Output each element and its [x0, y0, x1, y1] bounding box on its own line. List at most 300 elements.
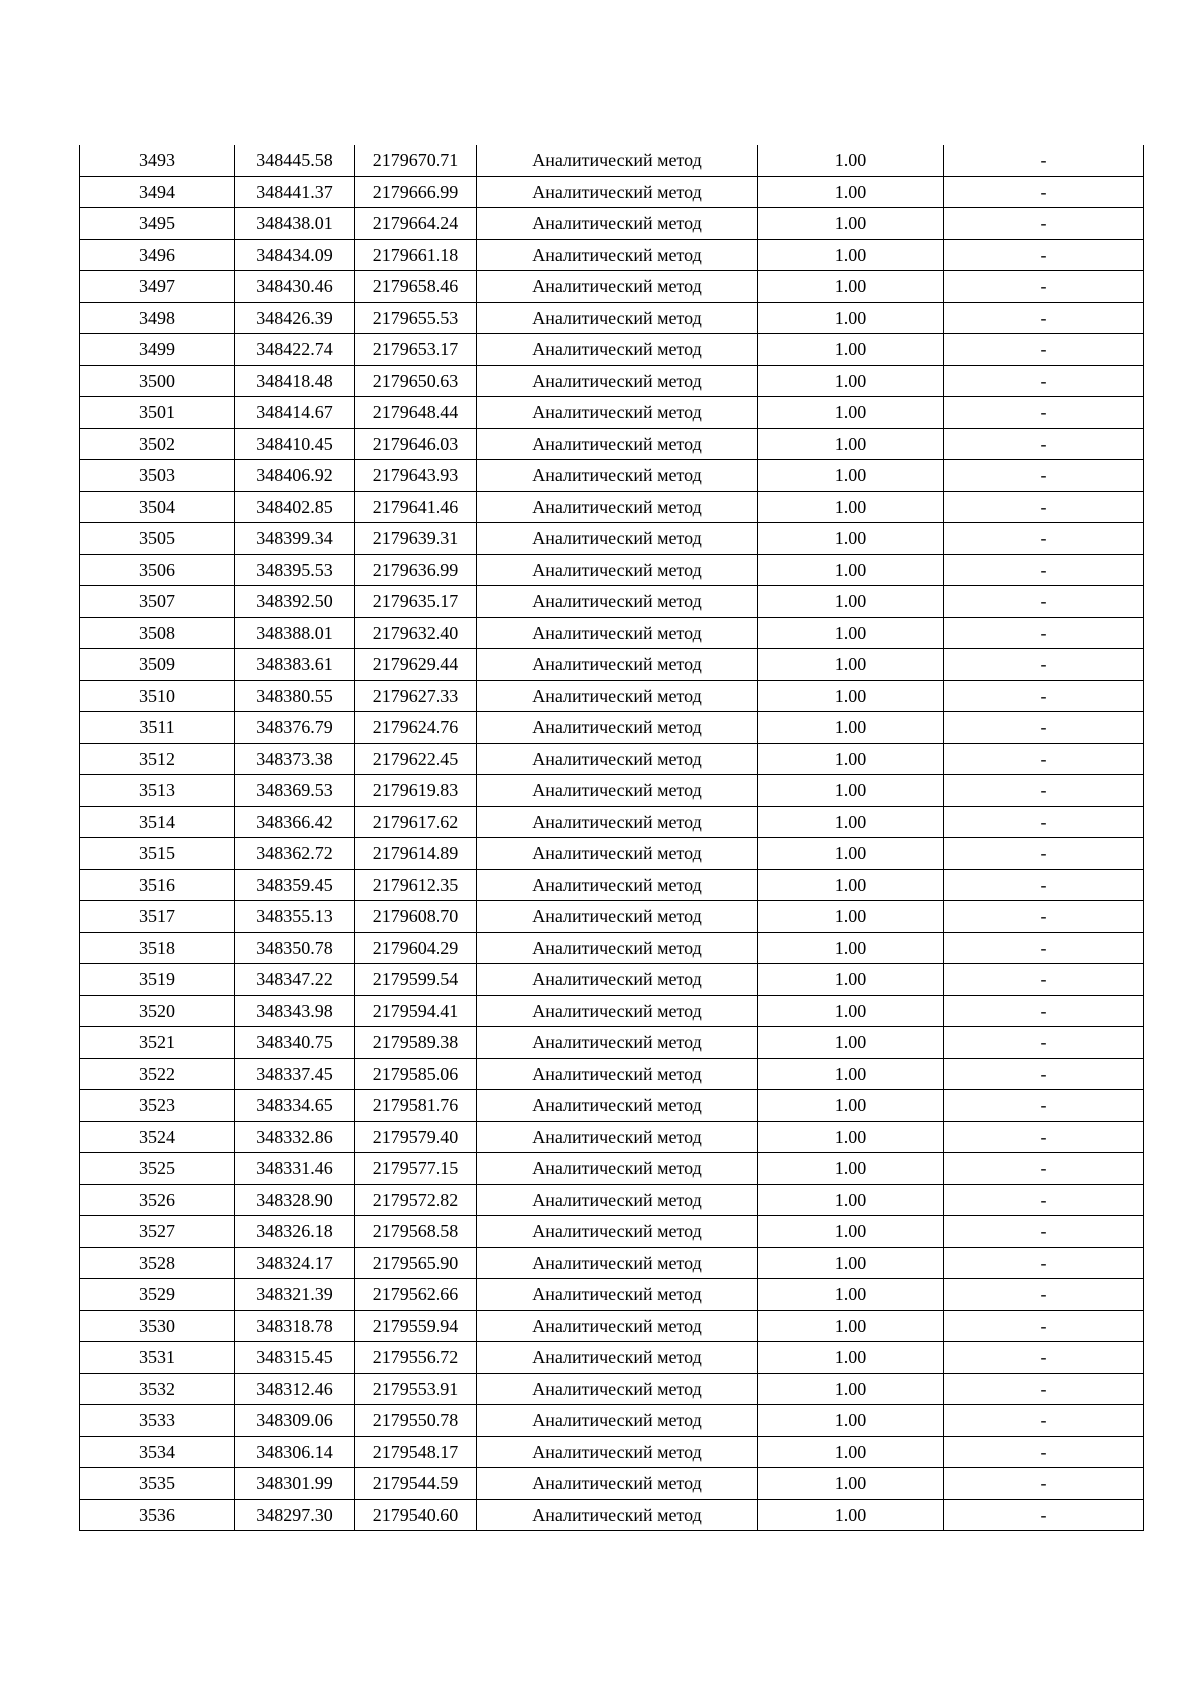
precision-cell: 1.00: [758, 1468, 944, 1500]
x-coordinate-cell: 348306.14: [235, 1436, 355, 1468]
method-cell: Аналитический метод: [477, 806, 758, 838]
y-coordinate-cell: 2179655.53: [355, 302, 477, 334]
precision-cell: 1.00: [758, 523, 944, 555]
method-cell: Аналитический метод: [477, 239, 758, 271]
y-coordinate-cell: 2179632.40: [355, 617, 477, 649]
x-coordinate-cell: 348392.50: [235, 586, 355, 618]
y-coordinate-cell: 2179544.59: [355, 1468, 477, 1500]
table-row: [80, 334, 1144, 366]
point-number-cell: 3524: [80, 1121, 235, 1153]
y-coordinate-cell: 2179559.94: [355, 1310, 477, 1342]
x-coordinate-cell: 348430.46: [235, 271, 355, 303]
method-cell: Аналитический метод: [477, 680, 758, 712]
precision-cell: 1.00: [758, 617, 944, 649]
x-coordinate-cell: 348324.17: [235, 1247, 355, 1279]
description-cell: -: [944, 838, 1144, 870]
method-cell: Аналитический метод: [477, 365, 758, 397]
y-coordinate-cell: 2179670.71: [355, 145, 477, 176]
description-cell: -: [944, 1090, 1144, 1122]
description-cell: -: [944, 586, 1144, 618]
description-cell: -: [944, 743, 1144, 775]
y-coordinate-cell: 2179604.29: [355, 932, 477, 964]
precision-cell: 1.00: [758, 176, 944, 208]
table-row: [80, 302, 1144, 334]
method-cell: Аналитический метод: [477, 838, 758, 870]
method-cell: Аналитический метод: [477, 743, 758, 775]
description-cell: -: [944, 397, 1144, 429]
y-coordinate-cell: 2179639.31: [355, 523, 477, 555]
y-coordinate-cell: 2179577.15: [355, 1153, 477, 1185]
method-cell: Аналитический метод: [477, 932, 758, 964]
x-coordinate-cell: 348410.45: [235, 428, 355, 460]
precision-cell: 1.00: [758, 239, 944, 271]
x-coordinate-cell: 348328.90: [235, 1184, 355, 1216]
method-cell: Аналитический метод: [477, 649, 758, 681]
point-number-cell: 3530: [80, 1310, 235, 1342]
x-coordinate-cell: 348350.78: [235, 932, 355, 964]
table-row: [80, 239, 1144, 271]
precision-cell: 1.00: [758, 680, 944, 712]
x-coordinate-cell: 348326.18: [235, 1216, 355, 1248]
table-row: [80, 1216, 1144, 1248]
point-number-cell: 3519: [80, 964, 235, 996]
table-row: [80, 1405, 1144, 1437]
precision-cell: 1.00: [758, 397, 944, 429]
y-coordinate-cell: 2179556.72: [355, 1342, 477, 1374]
method-cell: Аналитический метод: [477, 1058, 758, 1090]
precision-cell: 1.00: [758, 1247, 944, 1279]
table-row: [80, 743, 1144, 775]
y-coordinate-cell: 2179608.70: [355, 901, 477, 933]
method-cell: Аналитический метод: [477, 1373, 758, 1405]
table-row: [80, 617, 1144, 649]
table-row: [80, 1027, 1144, 1059]
method-cell: Аналитический метод: [477, 176, 758, 208]
description-cell: -: [944, 176, 1144, 208]
method-cell: Аналитический метод: [477, 1153, 758, 1185]
y-coordinate-cell: 2179627.33: [355, 680, 477, 712]
table-row: [80, 1153, 1144, 1185]
y-coordinate-cell: 2179589.38: [355, 1027, 477, 1059]
precision-cell: 1.00: [758, 208, 944, 240]
description-cell: -: [944, 1342, 1144, 1374]
description-cell: -: [944, 1373, 1144, 1405]
table-row: [80, 680, 1144, 712]
point-number-cell: 3500: [80, 365, 235, 397]
x-coordinate-cell: 348331.46: [235, 1153, 355, 1185]
table-row: [80, 523, 1144, 555]
description-cell: -: [944, 680, 1144, 712]
table-row: [80, 1058, 1144, 1090]
table-row: [80, 838, 1144, 870]
description-cell: -: [944, 712, 1144, 744]
description-cell: -: [944, 1121, 1144, 1153]
method-cell: Аналитический метод: [477, 491, 758, 523]
table-row: [80, 491, 1144, 523]
x-coordinate-cell: 348355.13: [235, 901, 355, 933]
point-number-cell: 3494: [80, 176, 235, 208]
y-coordinate-cell: 2179617.62: [355, 806, 477, 838]
description-cell: -: [944, 1216, 1144, 1248]
precision-cell: 1.00: [758, 901, 944, 933]
x-coordinate-cell: 348343.98: [235, 995, 355, 1027]
point-number-cell: 3514: [80, 806, 235, 838]
x-coordinate-cell: 348376.79: [235, 712, 355, 744]
x-coordinate-cell: 348359.45: [235, 869, 355, 901]
description-cell: -: [944, 460, 1144, 492]
precision-cell: 1.00: [758, 1310, 944, 1342]
x-coordinate-cell: 348438.01: [235, 208, 355, 240]
x-coordinate-cell: 348334.65: [235, 1090, 355, 1122]
x-coordinate-cell: 348441.37: [235, 176, 355, 208]
precision-cell: 1.00: [758, 1090, 944, 1122]
point-number-cell: 3534: [80, 1436, 235, 1468]
point-number-cell: 3501: [80, 397, 235, 429]
x-coordinate-cell: 348297.30: [235, 1499, 355, 1531]
method-cell: Аналитический метод: [477, 334, 758, 366]
table-row: [80, 1342, 1144, 1374]
precision-cell: 1.00: [758, 491, 944, 523]
x-coordinate-cell: 348312.46: [235, 1373, 355, 1405]
method-cell: Аналитический метод: [477, 145, 758, 176]
method-cell: Аналитический метод: [477, 302, 758, 334]
precision-cell: 1.00: [758, 1153, 944, 1185]
x-coordinate-cell: 348388.01: [235, 617, 355, 649]
y-coordinate-cell: 2179641.46: [355, 491, 477, 523]
description-cell: -: [944, 869, 1144, 901]
point-number-cell: 3518: [80, 932, 235, 964]
x-coordinate-cell: 348406.92: [235, 460, 355, 492]
point-number-cell: 3528: [80, 1247, 235, 1279]
description-cell: -: [944, 523, 1144, 555]
precision-cell: 1.00: [758, 1279, 944, 1311]
description-cell: -: [944, 271, 1144, 303]
description-cell: -: [944, 302, 1144, 334]
point-number-cell: 3531: [80, 1342, 235, 1374]
method-cell: Аналитический метод: [477, 271, 758, 303]
point-number-cell: 3516: [80, 869, 235, 901]
precision-cell: 1.00: [758, 1499, 944, 1531]
description-cell: -: [944, 1499, 1144, 1531]
precision-cell: 1.00: [758, 1436, 944, 1468]
y-coordinate-cell: 2179594.41: [355, 995, 477, 1027]
description-cell: -: [944, 1027, 1144, 1059]
point-number-cell: 3536: [80, 1499, 235, 1531]
point-number-cell: 3506: [80, 554, 235, 586]
precision-cell: 1.00: [758, 271, 944, 303]
y-coordinate-cell: 2179636.99: [355, 554, 477, 586]
description-cell: -: [944, 775, 1144, 807]
point-number-cell: 3497: [80, 271, 235, 303]
method-cell: Аналитический метод: [477, 1247, 758, 1279]
description-cell: -: [944, 1058, 1144, 1090]
x-coordinate-cell: 348399.34: [235, 523, 355, 555]
x-coordinate-cell: 348315.45: [235, 1342, 355, 1374]
method-cell: Аналитический метод: [477, 1436, 758, 1468]
precision-cell: 1.00: [758, 995, 944, 1027]
x-coordinate-cell: 348380.55: [235, 680, 355, 712]
point-number-cell: 3499: [80, 334, 235, 366]
table-row: [80, 1468, 1144, 1500]
x-coordinate-cell: 348347.22: [235, 964, 355, 996]
table-row: [80, 649, 1144, 681]
point-number-cell: 3525: [80, 1153, 235, 1185]
precision-cell: 1.00: [758, 869, 944, 901]
x-coordinate-cell: 348426.39: [235, 302, 355, 334]
precision-cell: 1.00: [758, 1405, 944, 1437]
table-row: [80, 775, 1144, 807]
method-cell: Аналитический метод: [477, 1216, 758, 1248]
point-number-cell: 3498: [80, 302, 235, 334]
point-number-cell: 3503: [80, 460, 235, 492]
y-coordinate-cell: 2179565.90: [355, 1247, 477, 1279]
y-coordinate-cell: 2179653.17: [355, 334, 477, 366]
x-coordinate-cell: 348362.72: [235, 838, 355, 870]
x-coordinate-cell: 348395.53: [235, 554, 355, 586]
method-cell: Аналитический метод: [477, 1027, 758, 1059]
method-cell: Аналитический метод: [477, 397, 758, 429]
description-cell: -: [944, 964, 1144, 996]
precision-cell: 1.00: [758, 1184, 944, 1216]
coordinates-table-body: [80, 145, 1144, 1531]
x-coordinate-cell: 348422.74: [235, 334, 355, 366]
point-number-cell: 3504: [80, 491, 235, 523]
method-cell: Аналитический метод: [477, 428, 758, 460]
table-row: [80, 1247, 1144, 1279]
x-coordinate-cell: 348301.99: [235, 1468, 355, 1500]
point-number-cell: 3512: [80, 743, 235, 775]
method-cell: Аналитический метод: [477, 712, 758, 744]
precision-cell: 1.00: [758, 1216, 944, 1248]
x-coordinate-cell: 348402.85: [235, 491, 355, 523]
table-row: [80, 176, 1144, 208]
y-coordinate-cell: 2179643.93: [355, 460, 477, 492]
precision-cell: 1.00: [758, 712, 944, 744]
y-coordinate-cell: 2179548.17: [355, 1436, 477, 1468]
description-cell: -: [944, 995, 1144, 1027]
table-row: [80, 365, 1144, 397]
method-cell: Аналитический метод: [477, 208, 758, 240]
table-row: [80, 554, 1144, 586]
method-cell: Аналитический метод: [477, 1279, 758, 1311]
x-coordinate-cell: 348366.42: [235, 806, 355, 838]
table-row: [80, 1090, 1144, 1122]
table-row: [80, 145, 1144, 176]
description-cell: -: [944, 617, 1144, 649]
description-cell: -: [944, 365, 1144, 397]
description-cell: -: [944, 208, 1144, 240]
method-cell: Аналитический метод: [477, 586, 758, 618]
description-cell: -: [944, 806, 1144, 838]
precision-cell: 1.00: [758, 743, 944, 775]
description-cell: -: [944, 334, 1144, 366]
y-coordinate-cell: 2179562.66: [355, 1279, 477, 1311]
description-cell: -: [944, 1310, 1144, 1342]
precision-cell: 1.00: [758, 145, 944, 176]
y-coordinate-cell: 2179635.17: [355, 586, 477, 618]
table-row: [80, 1499, 1144, 1531]
table-row: [80, 932, 1144, 964]
precision-cell: 1.00: [758, 1342, 944, 1374]
y-coordinate-cell: 2179568.58: [355, 1216, 477, 1248]
point-number-cell: 3527: [80, 1216, 235, 1248]
x-coordinate-cell: 348445.58: [235, 145, 355, 176]
x-coordinate-cell: 348340.75: [235, 1027, 355, 1059]
description-cell: -: [944, 1468, 1144, 1500]
precision-cell: 1.00: [758, 586, 944, 618]
y-coordinate-cell: 2179540.60: [355, 1499, 477, 1531]
method-cell: Аналитический метод: [477, 1090, 758, 1122]
point-number-cell: 3532: [80, 1373, 235, 1405]
precision-cell: 1.00: [758, 428, 944, 460]
table-row: [80, 208, 1144, 240]
table-row: [80, 1279, 1144, 1311]
point-number-cell: 3513: [80, 775, 235, 807]
method-cell: Аналитический метод: [477, 1184, 758, 1216]
y-coordinate-cell: 2179553.91: [355, 1373, 477, 1405]
point-number-cell: 3517: [80, 901, 235, 933]
method-cell: Аналитический метод: [477, 1310, 758, 1342]
precision-cell: 1.00: [758, 1373, 944, 1405]
description-cell: -: [944, 1405, 1144, 1437]
point-number-cell: 3515: [80, 838, 235, 870]
table-row: [80, 428, 1144, 460]
y-coordinate-cell: 2179572.82: [355, 1184, 477, 1216]
table-row: [80, 397, 1144, 429]
precision-cell: 1.00: [758, 775, 944, 807]
point-number-cell: 3520: [80, 995, 235, 1027]
description-cell: -: [944, 1184, 1144, 1216]
method-cell: Аналитический метод: [477, 460, 758, 492]
y-coordinate-cell: 2179664.24: [355, 208, 477, 240]
method-cell: Аналитический метод: [477, 995, 758, 1027]
y-coordinate-cell: 2179629.44: [355, 649, 477, 681]
y-coordinate-cell: 2179550.78: [355, 1405, 477, 1437]
method-cell: Аналитический метод: [477, 523, 758, 555]
x-coordinate-cell: 348321.39: [235, 1279, 355, 1311]
table-row: [80, 964, 1144, 996]
description-cell: -: [944, 1153, 1144, 1185]
point-number-cell: 3510: [80, 680, 235, 712]
method-cell: Аналитический метод: [477, 1405, 758, 1437]
point-number-cell: 3505: [80, 523, 235, 555]
point-number-cell: 3529: [80, 1279, 235, 1311]
point-number-cell: 3507: [80, 586, 235, 618]
y-coordinate-cell: 2179579.40: [355, 1121, 477, 1153]
precision-cell: 1.00: [758, 460, 944, 492]
precision-cell: 1.00: [758, 838, 944, 870]
point-number-cell: 3521: [80, 1027, 235, 1059]
y-coordinate-cell: 2179661.18: [355, 239, 477, 271]
point-number-cell: 3523: [80, 1090, 235, 1122]
precision-cell: 1.00: [758, 1027, 944, 1059]
description-cell: -: [944, 1279, 1144, 1311]
x-coordinate-cell: 348434.09: [235, 239, 355, 271]
y-coordinate-cell: 2179614.89: [355, 838, 477, 870]
point-number-cell: 3495: [80, 208, 235, 240]
point-number-cell: 3508: [80, 617, 235, 649]
method-cell: Аналитический метод: [477, 775, 758, 807]
table-row: [80, 1436, 1144, 1468]
precision-cell: 1.00: [758, 649, 944, 681]
method-cell: Аналитический метод: [477, 964, 758, 996]
method-cell: Аналитический метод: [477, 901, 758, 933]
y-coordinate-cell: 2179622.45: [355, 743, 477, 775]
table-row: [80, 460, 1144, 492]
y-coordinate-cell: 2179650.63: [355, 365, 477, 397]
table-row: [80, 806, 1144, 838]
point-number-cell: 3509: [80, 649, 235, 681]
y-coordinate-cell: 2179585.06: [355, 1058, 477, 1090]
coordinates-table: [79, 145, 1144, 1531]
method-cell: Аналитический метод: [477, 1468, 758, 1500]
table-row: [80, 869, 1144, 901]
precision-cell: 1.00: [758, 1058, 944, 1090]
point-number-cell: 3522: [80, 1058, 235, 1090]
method-cell: Аналитический метод: [477, 1342, 758, 1374]
table-row: [80, 586, 1144, 618]
description-cell: -: [944, 554, 1144, 586]
x-coordinate-cell: 348318.78: [235, 1310, 355, 1342]
y-coordinate-cell: 2179599.54: [355, 964, 477, 996]
table-row: [80, 995, 1144, 1027]
description-cell: -: [944, 428, 1144, 460]
table-row: [80, 901, 1144, 933]
description-cell: -: [944, 491, 1144, 523]
precision-cell: 1.00: [758, 1121, 944, 1153]
point-number-cell: 3526: [80, 1184, 235, 1216]
precision-cell: 1.00: [758, 365, 944, 397]
x-coordinate-cell: 348383.61: [235, 649, 355, 681]
x-coordinate-cell: 348332.86: [235, 1121, 355, 1153]
precision-cell: 1.00: [758, 334, 944, 366]
x-coordinate-cell: 348373.38: [235, 743, 355, 775]
precision-cell: 1.00: [758, 302, 944, 334]
x-coordinate-cell: 348414.67: [235, 397, 355, 429]
method-cell: Аналитический метод: [477, 617, 758, 649]
method-cell: Аналитический метод: [477, 1499, 758, 1531]
x-coordinate-cell: 348309.06: [235, 1405, 355, 1437]
x-coordinate-cell: 348369.53: [235, 775, 355, 807]
table-row: [80, 1121, 1144, 1153]
y-coordinate-cell: 2179619.83: [355, 775, 477, 807]
y-coordinate-cell: 2179624.76: [355, 712, 477, 744]
precision-cell: 1.00: [758, 554, 944, 586]
point-number-cell: 3496: [80, 239, 235, 271]
y-coordinate-cell: 2179658.46: [355, 271, 477, 303]
description-cell: -: [944, 239, 1144, 271]
y-coordinate-cell: 2179612.35: [355, 869, 477, 901]
description-cell: -: [944, 1247, 1144, 1279]
y-coordinate-cell: 2179646.03: [355, 428, 477, 460]
point-number-cell: 3511: [80, 712, 235, 744]
precision-cell: 1.00: [758, 806, 944, 838]
y-coordinate-cell: 2179648.44: [355, 397, 477, 429]
x-coordinate-cell: 348337.45: [235, 1058, 355, 1090]
y-coordinate-cell: 2179666.99: [355, 176, 477, 208]
table-row: [80, 1310, 1144, 1342]
x-coordinate-cell: 348418.48: [235, 365, 355, 397]
point-number-cell: 3493: [80, 145, 235, 176]
method-cell: Аналитический метод: [477, 869, 758, 901]
description-cell: -: [944, 901, 1144, 933]
table-row: [80, 1373, 1144, 1405]
description-cell: -: [944, 932, 1144, 964]
y-coordinate-cell: 2179581.76: [355, 1090, 477, 1122]
table-row: [80, 1184, 1144, 1216]
precision-cell: 1.00: [758, 964, 944, 996]
method-cell: Аналитический метод: [477, 1121, 758, 1153]
